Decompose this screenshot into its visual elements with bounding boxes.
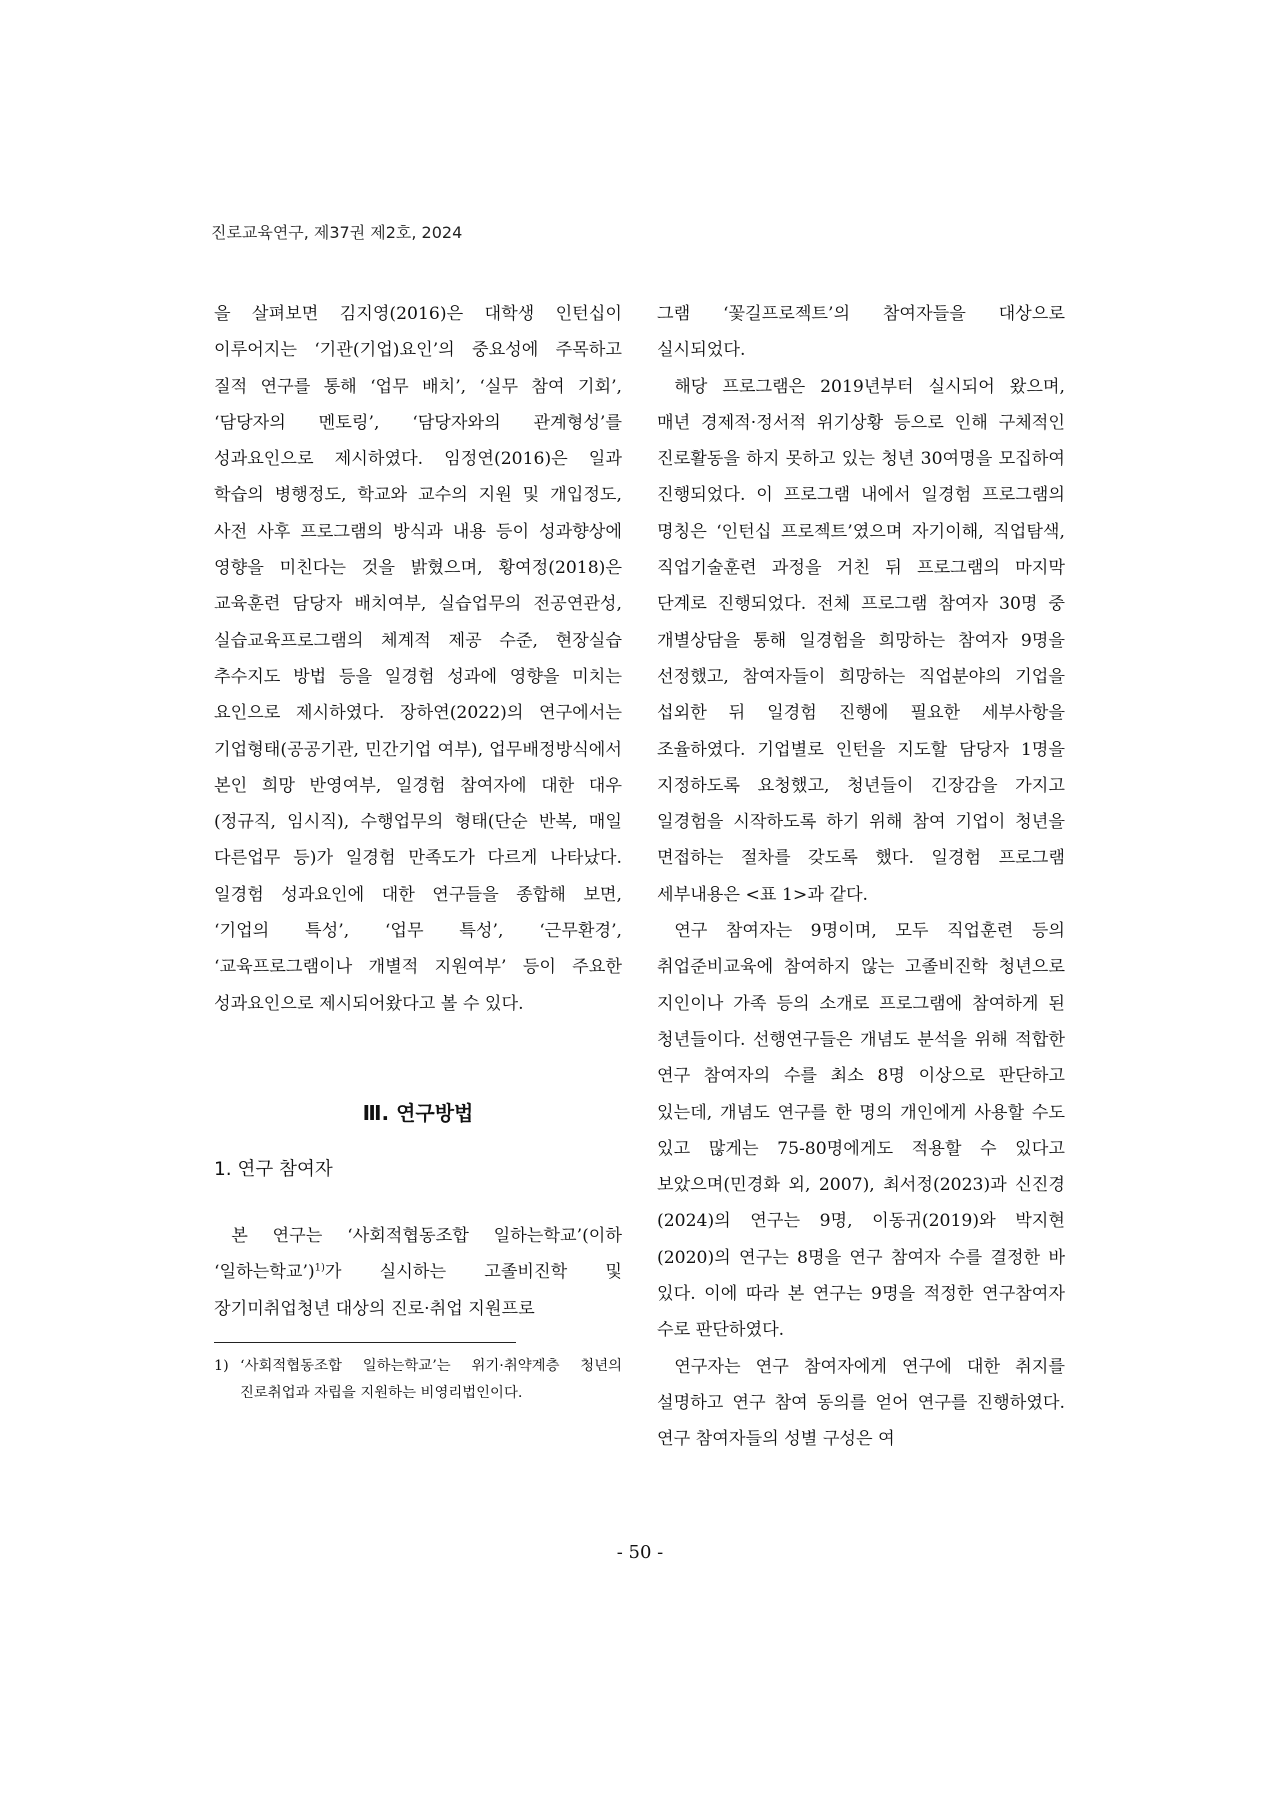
footnote-text: ‘사회적협동조합 일하는학교’는 위기·취약계층 청년의 진로취업과 자립을 지원하는 비영리법인이다. — [240, 1357, 622, 1401]
footnote-divider — [214, 1342, 516, 1343]
footnote-number: 1) — [214, 1357, 229, 1374]
body-paragraph: 연구자는 연구 참여자에게 연구에 대한 취지를 설명하고 연구 참여 동의를 얻어 연구를 진행하였다. 연구 참여자들의 성별 구성은 여 — [657, 1356, 1065, 1450]
paragraph-text: 본 연구는 ‘사회적협동조합 일하는학교’(이하 ‘일하는학교’) — [214, 1225, 622, 1283]
body-paragraph — [214, 1218, 622, 1327]
left-column — [214, 296, 622, 1407]
footnote-reference[interactable]: 1) — [314, 1262, 325, 1274]
paragraph-text: 가 실시하는 고졸비진학 및 장기미취업청년 대상의 진로·취업 지원프로 — [214, 1262, 622, 1319]
body-paragraph: 연구 참여자는 9명이며, 모두 직업훈련 등의 취업준비교육에 참여하지 않는 고졸비진학 청년으로 지인이나 가족 등의 소개로 프로그램에 참여하게 된 청년들이다. 선행연구들은 개념도 분석을 위해 적합한 연구 참여자의 수를 최소 8명 이상으로 판단하고 있는데, 개념도 연구를 한 명의 개인에게 사용할 수도 있고 많게는 75-80명에게도 적용할 수 있다고 보았으며(민경화 외, 2007), 최서정(2023)과 신진경(2024)의 연구는 9명, 이동귀(2019)와 박지현(2020)의 연구는 8명을 연구 참여자 수를 결정한 바 있다. 이에 따라 본 연구는 9명을 적정한 연구참여자 수로 판단하였다. — [657, 921, 1065, 1341]
body-paragraph: 을 살펴보면 김지영(2016)은 대학생 인턴십이 이루어지는 ‘기관(기업)요인’의 중요성에 주목하고 질적 연구를 통해 ‘업무 배치’, ‘실무 참여 기회’, ‘담당자의 멘토링’, ‘담당자와의 관계형성’를 성과요인으로 제시하였다. 임정연(2016)은 일과 학습의 병행정도, 학교와 교수의 지원 및 개입정도, 사전 사후 프로그램의 방식과 내용 등이 성과향상에 영향을 미친다는 것을 밝혔으며, 황여정(2018)은 교육훈련 담당자 배치여부, 실습업무의 전공연관성, 실습교육프로그램의 체계적 제공 수준, 현장실습 추수지도 방법 등을 일경험 성과에 영향을 미치는 요인으로 제시하였다. 장하연(2022)의 연구에서는 기업형태(공공기관, 민간기업 여부), 업무배정방식에서 본인 희망 반영여부, 일경험 참여자에 대한 대우(정규직, 임시직), 수행업무의 형태(단순 반복, 매일 다른업무 등)가 일경험 만족도가 다르게 나타났다. 일경험 성과요인에 대한 연구들을 종합해 보면, ‘기업의 특성’, ‘업무 특성’, ‘근무환경’, ‘교육프로그램이나 개별적 지원여부’ 등이 주요한 성과요인으로 제시되어왔다고 볼 수 있다. — [214, 304, 622, 1014]
body-paragraph: 해당 프로그램은 2019년부터 실시되어 왔으며, 매년 경제적·정서적 위기상황 등으로 인해 구체적인 진로활동을 하지 못하고 있는 청년 30여명을 모집하여 진행되었다. 이 프로그램 내에서 일경험 프로그램의 명칭은 ‘인턴십 프로젝트’였으며 자기이해, 직업탐색, 직업기술훈련 과정을 거친 뒤 프로그램의 마지막 단계로 진행되었다. 전체 프로그램 참여자 30명 중 개별상담을 통해 일경험을 희망하는 참여자 9명을 선정했고, 참여자들이 희망하는 직업분야의 기업을 섭외한 뒤 일경험 진행에 필요한 세부사항을 조율하였다. 기업별로 인턴을 지도할 담당자 1명을 지정하도록 요청했고, 청년들이 긴장감을 가지고 일경험을 시작하도록 하기 위해 참여 기업이 청년을 면접하는 절차를 갖도록 했다. 일경험 프로그램 세부내용은 <표 1>과 같다. — [657, 376, 1065, 905]
page-number: - 50 - — [616, 1542, 664, 1563]
running-header: 진로교육연구, 제37권 제2호, 2024 — [211, 223, 463, 242]
body-paragraph: 그램 ‘꽃길프로젝트’의 참여자들을 대상으로 실시되었다. — [657, 304, 1065, 361]
section-title: Ⅲ. 연구방법 — [362, 1100, 474, 1125]
subsection-title: 1. 연구 참여자 — [214, 1158, 333, 1180]
right-column — [657, 296, 1065, 1458]
footnote — [214, 1353, 622, 1407]
